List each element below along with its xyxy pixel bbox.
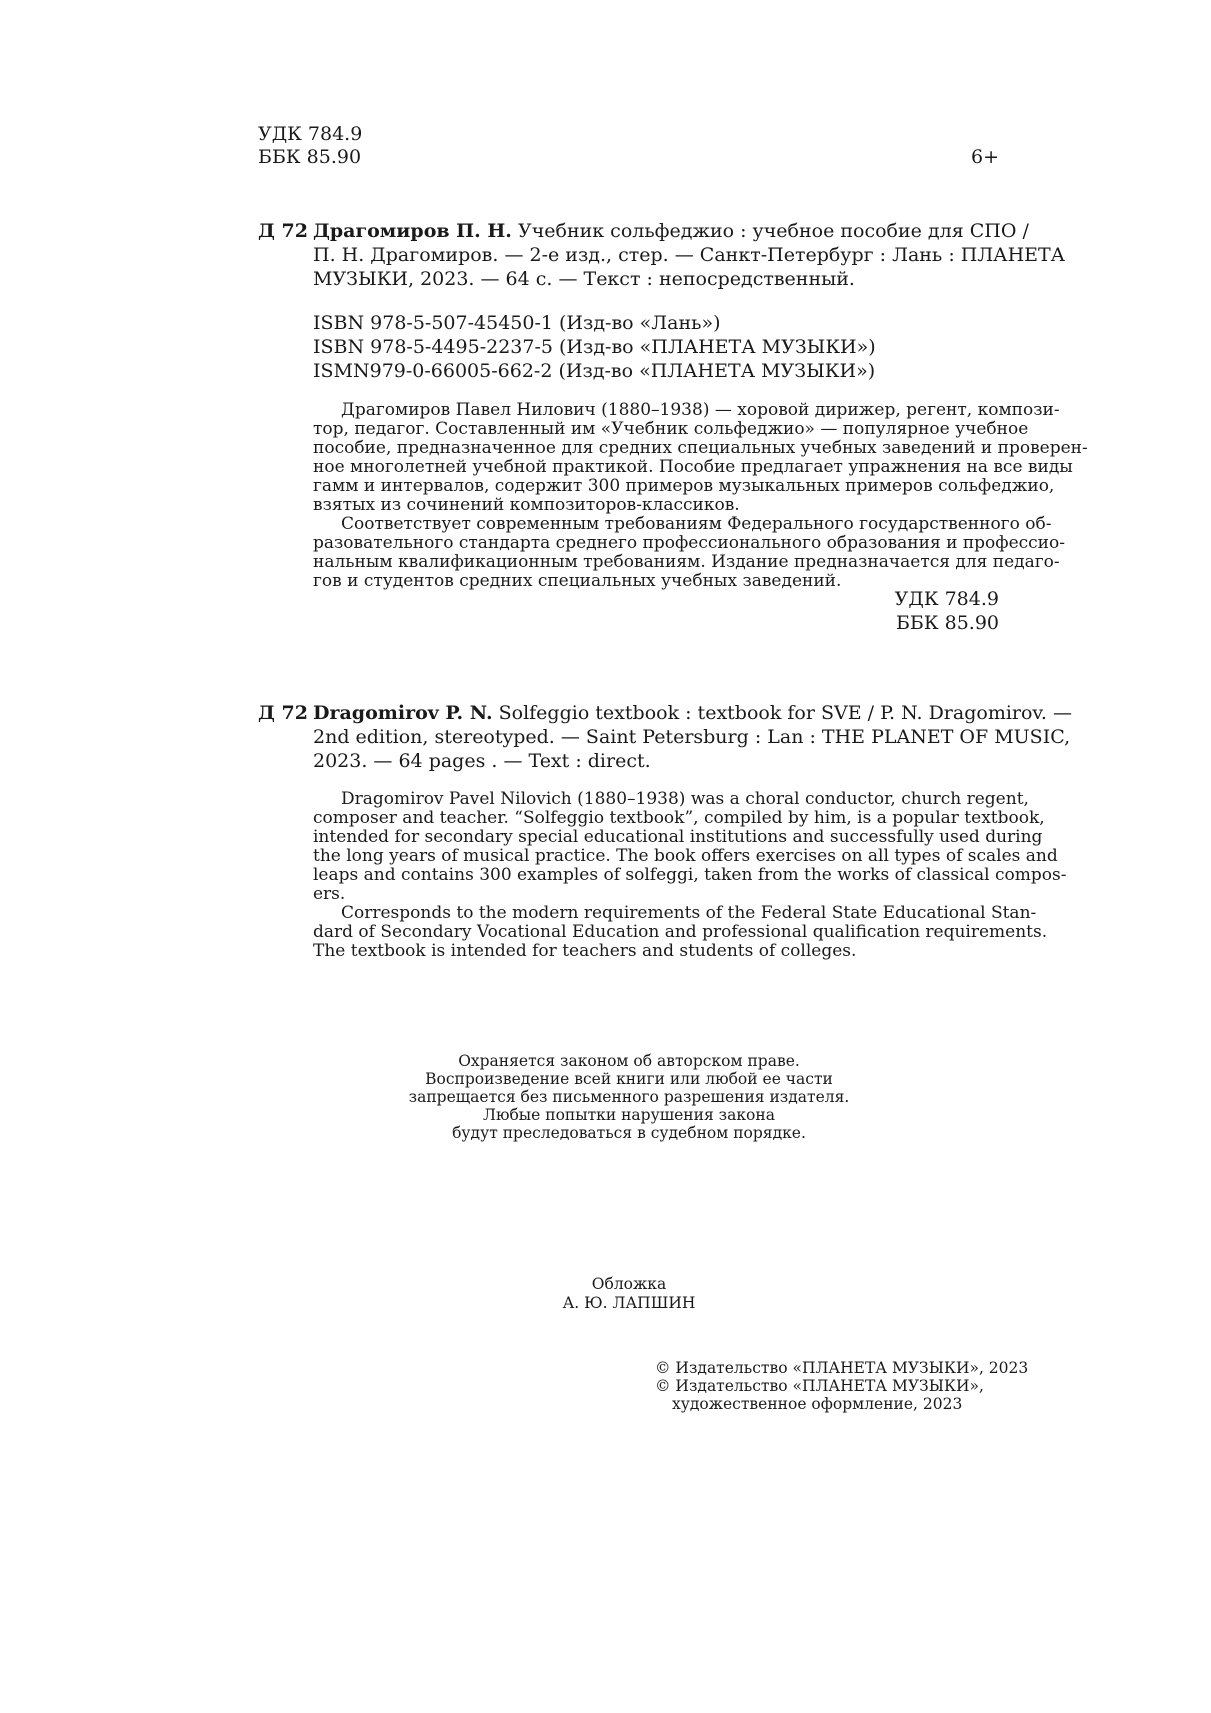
en-abstract-line: composer and teacher. “Solfeggio textbook”, compiled by him, is a popular textbook, [313,808,1045,828]
age-rating: 6+ [970,146,999,168]
ru-abstract-line: Драгомиров Павел Нилович (1880–1938) — хоровой дирижер, регент, компози- [341,400,1060,420]
copyright-line: © Издательство «ПЛАНЕТА МУЗЫКИ», 2023 [655,1359,1029,1377]
ru-abstract-line: гов и студентов средних специальных учебных заведений. [313,571,842,591]
ru-abstract-line: пособие, предназначенное для средних специальных учебных заведений и проверен- [313,438,1088,458]
ru-ismn: ISMN979-0-66005-662-2 (Изд-во «ПЛАНЕТА МУЗЫКИ») [313,360,876,382]
cover-credit [429,1275,829,1312]
ru-abstract [313,400,1088,591]
en-record-author: Dragomirov P. N. [313,702,493,724]
copyright-line: © Издательство «ПЛАНЕТА МУЗЫКИ», [655,1377,984,1395]
ru-record-code: Д 72 [258,220,308,242]
ru-abstract-line: Соответствует современным требованиям Федерального государственного об- [341,514,1052,534]
cover-artist: А. Ю. ЛАПШИН [562,1294,696,1312]
en-record-line-1 [313,700,1072,726]
copyright-notice-line: будут преследоваться в судебном порядке. [452,1124,806,1142]
ru-record-line-1 [313,218,1029,244]
en-abstract [313,789,1067,961]
ru-abstract-line: тор, педагог. Составленный им «Учебник сольфеджио» — популярное учебное [313,419,1029,439]
ru-isbn-1: ISBN 978-5-507-45450-1 (Изд-во «Лань») [313,312,721,334]
header-udk: УДК 784.9 [258,123,363,145]
en-record-line-3: 2023. — 64 pages . — Text : direct. [313,750,651,772]
en-record-title: Solfeggio textbook : textbook for SVE / P. N. Dragomirov. — [498,702,1072,724]
en-abstract-line: dard of Secondary Vocational Education and professional qualification requirements. [313,922,1048,942]
en-abstract-line: ers. [313,884,346,904]
ru-abstract-line: ное многолетней учебной практикой. Пособие предлагает упражнения на все виды [313,457,1073,477]
en-abstract-line: The textbook is intended for teachers and students of colleges. [313,941,857,961]
copyrights [655,1359,1028,1413]
ru-record-title: Учебник сольфеджио : учебное пособие для СПО / [517,220,1029,242]
en-abstract-line: Corresponds to the modern requirements of the Federal State Educational Stan- [341,903,1037,923]
copyright-notice-line: запрещается без письменного разрешения издателя. [408,1088,850,1106]
copyright-line: художественное оформление, 2023 [672,1395,963,1413]
copyright-notice-line: Охраняется законом об авторском праве. [458,1052,800,1070]
copyright-notice-line: Воспроизведение всей книги или любой ее части [425,1070,833,1088]
ru-bbk: ББК 85.90 [895,612,999,634]
en-abstract-line: intended for secondary special educational institutions and successfully used during [313,827,1043,847]
ru-abstract-line: взятых из сочинений композиторов-классиков. [313,495,740,515]
ru-record-author: Драгомиров П. Н. [313,220,512,242]
en-record-code: Д 72 [258,702,308,724]
en-abstract-line: Dragomirov Pavel Nilovich (1880–1938) was a choral conductor, church regent, [341,789,1029,809]
ru-udk: УДК 784.9 [894,588,999,610]
ru-record-line-3: МУЗЫКИ, 2023. — 64 с. — Текст : непосредственный. [313,268,855,290]
ru-abstract-line: гамм и интервалов, содержит 300 примеров музыкальных примеров сольфеджио, [313,476,1055,496]
ru-abstract-line: разовательного стандарта среднего профессионального образования и профессио- [313,533,1065,553]
copyright-notice [329,1052,929,1142]
copyright-notice-line: Любые попытки нарушения закона [483,1106,775,1124]
en-record-line-2: 2nd edition, stereotyped. — Saint Petersburg : Lan : THE PLANET OF MUSIC, [313,726,1071,748]
ru-abstract-line: нальным квалификационным требованиям. Издание предназначается для педаго- [313,552,1060,572]
ru-record-line-2: П. Н. Драгомиров. — 2-е изд., стер. — Санкт-Петербург : Лань : ПЛАНЕТА [313,244,1066,266]
header-bbk: ББК 85.90 [258,146,362,168]
en-abstract-line: leaps and contains 300 examples of solfeggi, taken from the works of classical compos- [313,865,1067,885]
cover-label: Обложка [591,1275,667,1293]
ru-isbn-2: ISBN 978-5-4495-2237-5 (Изд-во «ПЛАНЕТА МУЗЫКИ») [313,336,876,358]
en-abstract-line: the long years of musical practice. The book offers exercises on all types of scales and [313,846,1058,866]
